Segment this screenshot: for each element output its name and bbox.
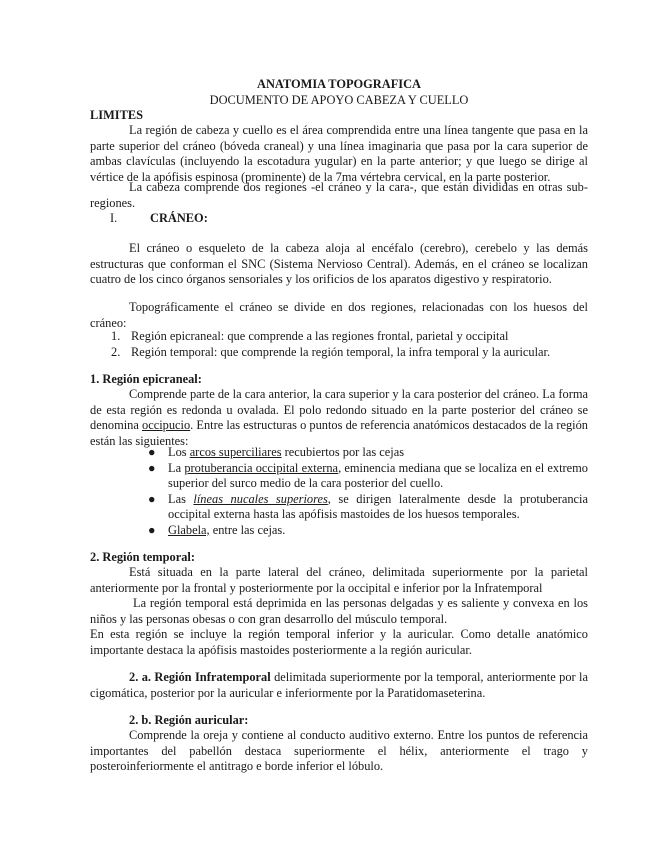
list-item: 1. Región epicraneal: que comprende a las regiones frontal, parietal y occipital — [111, 329, 509, 343]
craneo-regions-list — [111, 329, 588, 360]
list-item: ● Los arcos superciliares recubiertos por las cejas — [148, 445, 405, 459]
document-title: ANATOMIA TOPOGRAFICA — [257, 77, 421, 91]
auricular-heading: 2. b. Región auricular: — [129, 713, 249, 727]
bullet-icon: ● — [148, 445, 156, 459]
temporal-paragraph-1: Está situada en la parte lateral del cráneo, delimitada superiormente por la parietal anteriormente por la frontal y posteriormente por la occipital e inferior por la Infratemporal — [90, 565, 588, 595]
auricular-paragraph: Comprende la oreja y contiene al conducto auditivo externo. Entre los puntos de referencia importantes del pabellón destaca superiormente el hélix, anteriormente el trago y posteroinferiormente el antitrago e borde inferior el lóbulo. — [90, 728, 588, 773]
craneo-paragraph-1: El cráneo o esqueleto de la cabeza aloja al encéfalo (cerebro), cerebelo y las demás estructuras que conforman el SNC (Sistema Nervioso Central). Además, en el cráneo se localizan cuatro de los cinco órganos sensoriales y los orificios de los aparatos digestivo y respiratorio. — [90, 241, 588, 286]
bullet-icon: ● — [148, 460, 156, 475]
list-item: ● La protuberancia occipital externa, eminencia mediana que se localiza en el extremo superior del surco medio de la cara posterior del cuello. — [148, 460, 588, 490]
list-item: ● Glabela, entre las cejas. — [148, 522, 286, 537]
section-1-title: CRÁNEO: — [150, 211, 208, 225]
temporal-paragraph-2: La región temporal está deprimida en las personas delgadas y es saliente y convexa en los niños y las personas obesas o con gran desarrollo del músculo temporal. — [90, 596, 588, 626]
epicraneal-heading: 1. Región epicraneal: — [90, 372, 202, 386]
section-1-numeral: I. — [110, 211, 118, 225]
bullet-icon: ● — [148, 522, 156, 537]
infratemporal-paragraph: 2. a. Región Infratemporal delimitada superiormente por la temporal, anteriormente por la cigomática, posterior por la auricular e inferiormente por la Paratidomaseterina. — [90, 670, 589, 700]
infratemporal-heading: 2. a. Región Infratemporal — [129, 670, 271, 684]
temporal-heading: 2. Región temporal: — [90, 550, 195, 564]
craneo-paragraph-2: Topográficamente el cráneo se divide en dos regiones, relacionadas con los huesos del cráneo: — [90, 300, 588, 330]
bullet-icon: ● — [148, 491, 156, 506]
section-1-heading — [110, 211, 208, 227]
epicraneal-paragraph: Comprende parte de la cara anterior, la cara superior y la cara posterior del cráneo. La forma de esta región es redonda u ovalada. El polo redondo situado en la parte posterior del cráneo se denomina occipucio. Entre las estructuras o puntos de referencia anatómicos destacados de la región están las siguientes: — [90, 387, 588, 448]
limites-heading: LIMITES — [90, 108, 144, 122]
temporal-paragraph-3: En esta región se incluye la región temporal inferior y la auricular. Como detalle anatómico importante destaca la apófisis mastoides posteriormente a la región auricular. — [90, 627, 588, 657]
list-item: 2. Región temporal: que comprende la región temporal, la infra temporal y la auricular. — [111, 344, 551, 359]
list-item: ● Las líneas nucales superiores, se dirigen lateralmente desde la protuberancia occipital externa hasta las apófisis mastoides de los huesos temporales. — [148, 491, 588, 521]
limites-paragraph-1: La región de cabeza y cuello es el área comprendida entre una línea tangente que pasa en la parte superior del cráneo (bóveda craneal) y una línea imaginaria que pasa por la cara superior de ambas clavículas (incluyendo la escotadura yugular) en la parte anterior; y que luego se dirige al vértice de la apófisis espinosa (prominente) de la 7ma vértebra cervical, en la parte posterior. — [90, 123, 588, 184]
epicraneal-bullet-list — [148, 445, 588, 538]
term-occipucio: occipucio — [142, 418, 191, 432]
limites-paragraph-2: La cabeza comprende dos regiones -el cráneo y la cara-, que están divididas en otras sub-regiones. — [90, 180, 588, 210]
document-subtitle: DOCUMENTO DE APOYO CABEZA Y CUELLO — [209, 93, 469, 107]
